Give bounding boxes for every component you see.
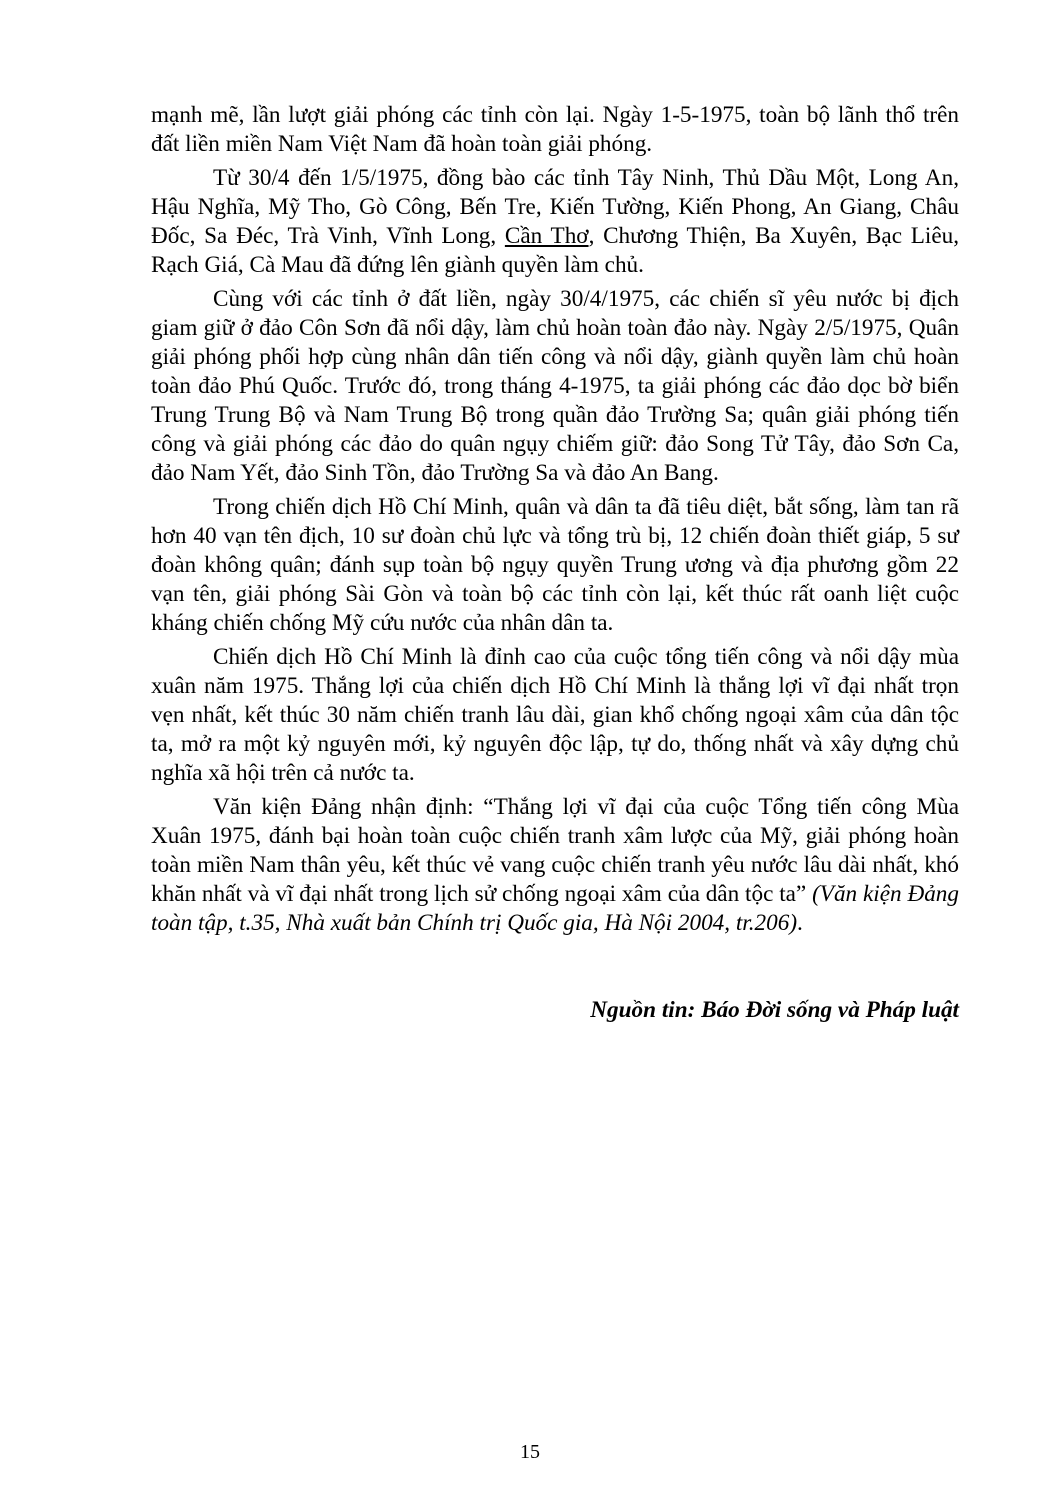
page-number: 15 [520,1441,540,1463]
quote-text: Văn kiện Đảng nhận định: “Thắng lợi vĩ đại của cuộc Tổng tiến công Mùa Xuân 1975, đánh bại hoàn toàn cuộc chiến tranh xâm lược của Mỹ, giải phóng hoàn toàn miền Nam thân yêu, kết thúc vẻ vang cuộc chiến tranh yêu nước lâu dài nhất, khó khăn nhất và vĩ đại nhất trong lịch sử chống ngoại xâm của dân tộc ta” [151,794,959,907]
paragraph-2 [151,164,959,280]
source-attribution: Nguồn tin: Báo Đời sống và Pháp luật [590,997,959,1023]
citation-end: . [797,910,803,936]
paragraph-5: Chiến dịch Hồ Chí Minh là đỉnh cao của cuộc tổng tiến công và nổi dậy mùa xuân năm 1975. Thắng lợi của chiến dịch Hồ Chí Minh là thắng lợi vĩ đại nhất trọn vẹn nhất, kết thúc 30 năm chiến tranh lâu dài, gian khổ chống ngoại xâm của dân tộc ta, mở ra một kỷ nguyên mới, kỷ nguyên độc lập, tự do, thống nhất và xây dựng chủ nghĩa xã hội trên cả nước ta. [151,644,959,786]
paragraph-1: mạnh mẽ, lần lượt giải phóng các tỉnh còn lại. Ngày 1-5-1975, toàn bộ lãnh thổ trên đất liền miền Nam Việt Nam đã hoàn toàn giải phóng. [151,102,959,157]
paragraph-2-text: Từ 30/4 đến 1/5/1975, đồng bào các tỉnh Tây Ninh, Thủ Dầu Một, Long An, Hậu Nghĩa, Mỹ Tho, Gò Công, Bến Tre, Kiến Tường, Kiến Phong, An Giang, Châu Đốc, Sa Đéc, Trà Vinh, Vĩnh Long, [151,165,959,249]
paragraph-2-text-end: , Chương Thiện, Ba Xuyên, Bạc Liêu, Rạch Giá, Cà Mau đã đứng lên giành quyền làm chủ. [151,223,960,278]
paragraph-6 [151,793,959,938]
paragraph-4: Trong chiến dịch Hồ Chí Minh, quân và dân ta đã tiêu diệt, bắt sống, làm tan rã hơn 40 vạn tên địch, 10 sư đoàn chủ lực và tổng trù bị, 12 chiến đoàn thiết giáp, 5 sư đoàn không quân; đánh sụp toàn bộ ngụy quyền Trung ương và địa phương gồm 22 vạn tên, giải phóng Sài Gòn và toàn bộ các tỉnh còn lại, kết thúc rất oanh liệt cuộc kháng chiến chống Mỹ cứu nước của nhân dân ta. [151,494,959,636]
underlined-place-name: Cần Thơ [504,223,589,249]
citation: (Văn kiện Đảng toàn tập, t.35, Nhà xuất bản Chính trị Quốc gia, Hà Nội 2004, tr.206) [151,881,959,936]
paragraph-3: Cùng với các tỉnh ở đất liền, ngày 30/4/1975, các chiến sĩ yêu nước bị địch giam giữ ở đảo Côn Sơn đã nổi dậy, làm chủ hoàn toàn đảo này. Ngày 2/5/1975, Quân giải phóng phối hợp cùng nhân dân tiến công và nổi dậy, giành quyền làm chủ hoàn toàn đảo Phú Quốc. Trước đó, trong tháng 4-1975, ta giải phóng các đảo dọc bờ biển Trung Trung Bộ và Nam Trung Bộ trong quần đảo Trường Sa; quân giải phóng tiến công và giải phóng các đảo do quân ngụy chiếm giữ: đảo Song Tử Tây, đảo Sơn Ca, đảo Nam Yết, đảo Sinh Tồn, đảo Trường Sa và đảo An Bang. [151,286,959,486]
document-body [151,101,959,938]
